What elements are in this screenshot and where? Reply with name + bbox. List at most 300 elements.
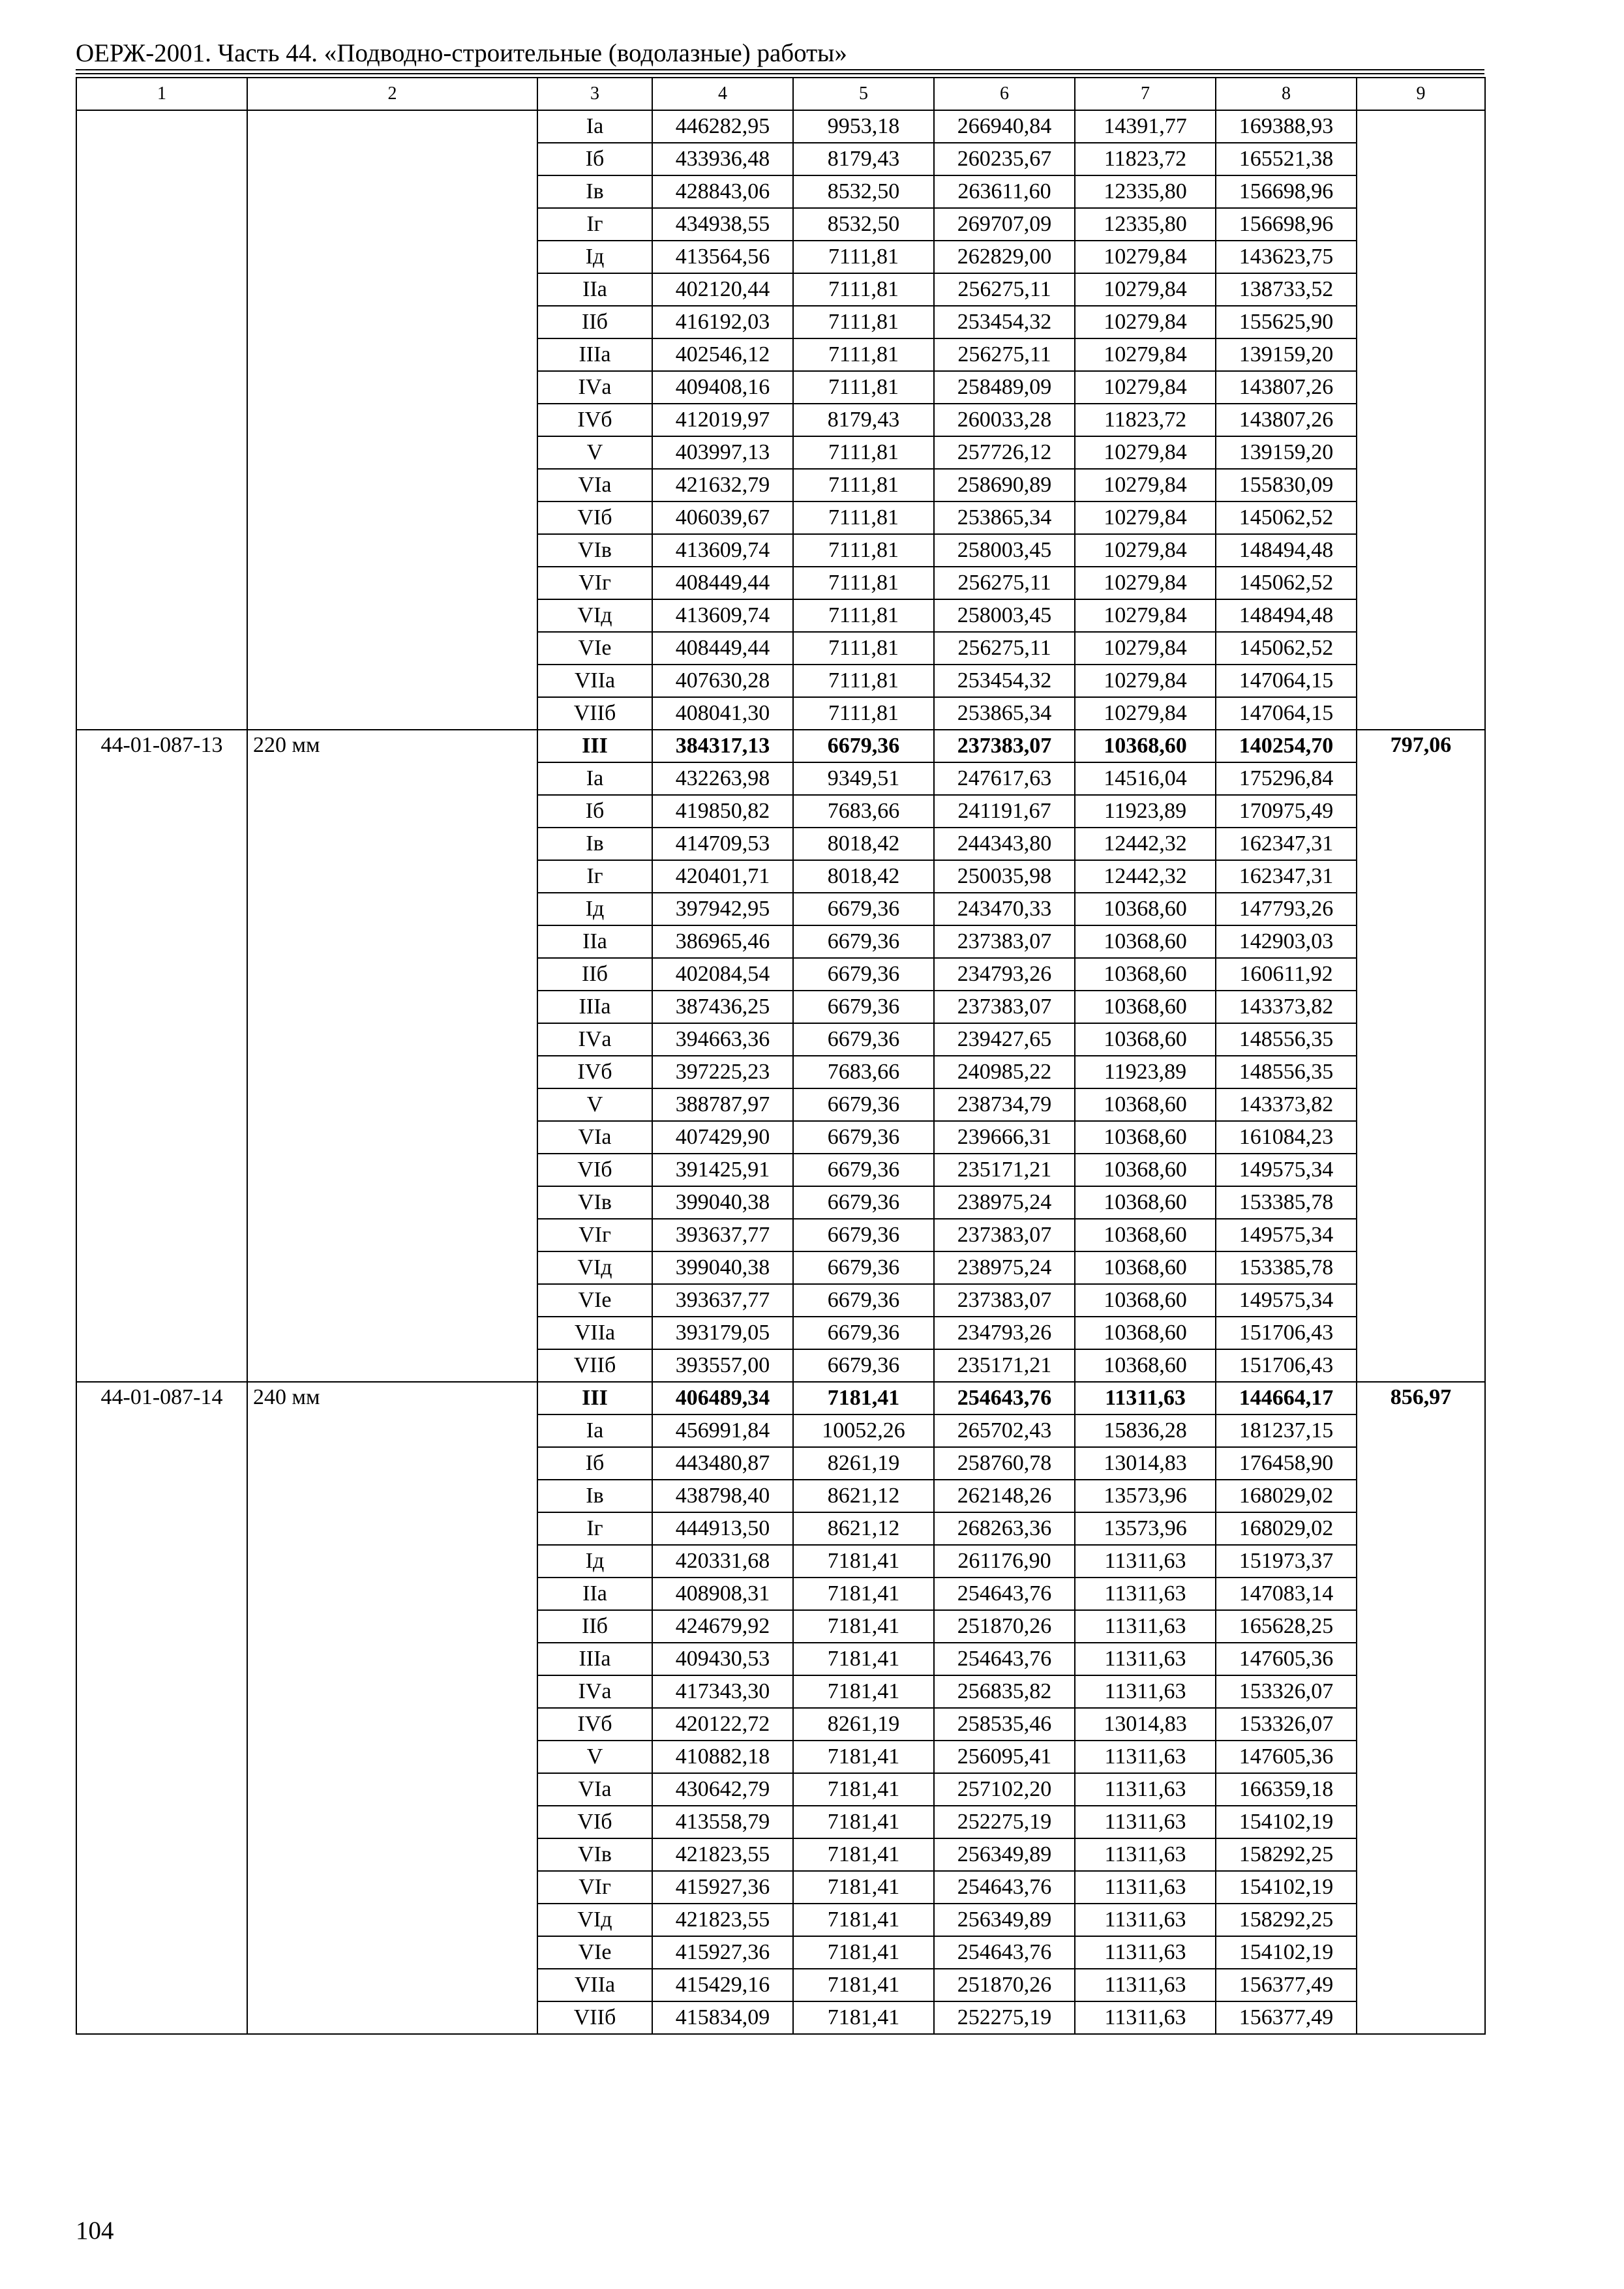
zone-cell: IIб (537, 958, 652, 991)
value-cell: 446282,95 (652, 110, 793, 143)
page-number: 104 (76, 2217, 114, 2245)
value-cell: 151706,43 (1216, 1349, 1357, 1382)
value-cell: 253454,32 (934, 665, 1075, 697)
value-cell: 252275,19 (934, 1806, 1075, 1838)
column-number: 1 (76, 78, 247, 110)
value-cell: 149575,34 (1216, 1284, 1357, 1317)
value-cell: 7181,41 (793, 1545, 934, 1578)
value-cell: 138733,52 (1216, 273, 1357, 306)
value-cell: 6679,36 (793, 958, 934, 991)
value-cell: 13573,96 (1075, 1480, 1216, 1512)
value-cell: 168029,02 (1216, 1480, 1357, 1512)
value-cell: 12335,80 (1075, 208, 1216, 241)
value-cell: 10368,60 (1075, 1023, 1216, 1056)
value-cell: 394663,36 (652, 1023, 793, 1056)
value-cell: 256275,11 (934, 567, 1075, 599)
value-cell: 143807,26 (1216, 404, 1357, 436)
zone-cell: VIв (537, 1838, 652, 1871)
value-cell: 257102,20 (934, 1773, 1075, 1806)
value-cell: 433936,48 (652, 143, 793, 175)
diameter-cell: 240 мм (247, 1382, 537, 2034)
value-cell: 11311,63 (1075, 2001, 1216, 2034)
value-cell: 9349,51 (793, 762, 934, 795)
value-cell: 10368,60 (1075, 1317, 1216, 1349)
value-cell: 250035,98 (934, 860, 1075, 893)
value-cell: 384317,13 (652, 730, 793, 762)
zone-cell: Iб (537, 1447, 652, 1480)
value-cell: 145062,52 (1216, 632, 1357, 665)
col9-cell (1357, 110, 1485, 730)
value-cell: 10368,60 (1075, 1186, 1216, 1219)
value-cell: 237383,07 (934, 991, 1075, 1023)
value-cell: 406039,67 (652, 501, 793, 534)
value-cell: 420122,72 (652, 1708, 793, 1741)
value-cell: 397225,23 (652, 1056, 793, 1088)
value-cell: 260033,28 (934, 404, 1075, 436)
zone-cell: VIб (537, 501, 652, 534)
value-cell: 147605,36 (1216, 1643, 1357, 1675)
value-cell: 11311,63 (1075, 1545, 1216, 1578)
value-cell: 10279,84 (1075, 371, 1216, 404)
value-cell: 10279,84 (1075, 469, 1216, 501)
value-cell: 12442,32 (1075, 828, 1216, 860)
value-cell: 256275,11 (934, 273, 1075, 306)
value-cell: 393637,77 (652, 1219, 793, 1251)
value-cell: 251870,26 (934, 1969, 1075, 2001)
column-number: 4 (652, 78, 793, 110)
value-cell: 6679,36 (793, 1251, 934, 1284)
value-cell: 8018,42 (793, 828, 934, 860)
value-cell: 148556,35 (1216, 1056, 1357, 1088)
value-cell: 7181,41 (793, 1806, 934, 1838)
zone-cell: VIа (537, 469, 652, 501)
zone-cell: VIIб (537, 697, 652, 730)
value-cell: 161084,23 (1216, 1121, 1357, 1154)
value-cell: 162347,31 (1216, 860, 1357, 893)
value-cell: 443480,87 (652, 1447, 793, 1480)
zone-cell: IIIа (537, 1643, 652, 1675)
value-cell: 8261,19 (793, 1447, 934, 1480)
zone-cell: VIд (537, 599, 652, 632)
value-cell: 168029,02 (1216, 1512, 1357, 1545)
value-cell: 154102,19 (1216, 1936, 1357, 1969)
value-cell: 399040,38 (652, 1186, 793, 1219)
zone-cell: Iв (537, 1480, 652, 1512)
value-cell: 13014,83 (1075, 1447, 1216, 1480)
zone-cell: IVа (537, 371, 652, 404)
column-number-row (76, 78, 1485, 110)
zone-cell: VIб (537, 1154, 652, 1186)
value-cell: 13014,83 (1075, 1708, 1216, 1741)
value-cell: 424679,92 (652, 1610, 793, 1643)
value-cell: 407630,28 (652, 665, 793, 697)
value-cell: 415927,36 (652, 1871, 793, 1904)
col9-cell: 856,97 (1357, 1382, 1485, 2034)
value-cell: 417343,30 (652, 1675, 793, 1708)
zone-cell: VIIб (537, 1349, 652, 1382)
value-cell: 8621,12 (793, 1480, 934, 1512)
rate-code-cell: 44-01-087-13 (76, 730, 247, 1382)
value-cell: 147605,36 (1216, 1741, 1357, 1773)
value-cell: 10279,84 (1075, 599, 1216, 632)
value-cell: 410882,18 (652, 1741, 793, 1773)
value-cell: 428843,06 (652, 175, 793, 208)
zone-cell: Iд (537, 241, 652, 273)
value-cell: 156698,96 (1216, 175, 1357, 208)
value-cell: 6679,36 (793, 1121, 934, 1154)
zone-cell: VIе (537, 632, 652, 665)
page-header-title: ОЕРЖ-2001. Часть 44. «Подводно-строительные (водолазные) работы» (76, 39, 847, 67)
value-cell: 263611,60 (934, 175, 1075, 208)
value-cell: 413609,74 (652, 599, 793, 632)
value-cell: 10279,84 (1075, 632, 1216, 665)
value-cell: 154102,19 (1216, 1871, 1357, 1904)
value-cell: 8179,43 (793, 143, 934, 175)
zone-cell: VIIб (537, 2001, 652, 2034)
table-row (76, 110, 1485, 143)
zone-cell: Iг (537, 860, 652, 893)
zone-cell: III (537, 730, 652, 762)
value-cell: 414709,53 (652, 828, 793, 860)
value-cell: 238975,24 (934, 1251, 1075, 1284)
value-cell: 238975,24 (934, 1186, 1075, 1219)
zone-cell: Iв (537, 828, 652, 860)
value-cell: 15836,28 (1075, 1414, 1216, 1447)
value-cell: 154102,19 (1216, 1806, 1357, 1838)
value-cell: 8532,50 (793, 175, 934, 208)
column-number: 6 (934, 78, 1075, 110)
value-cell: 421823,55 (652, 1838, 793, 1871)
value-cell: 415834,09 (652, 2001, 793, 2034)
value-cell: 155830,09 (1216, 469, 1357, 501)
zone-cell: IIб (537, 1610, 652, 1643)
value-cell: 145062,52 (1216, 567, 1357, 599)
value-cell: 7111,81 (793, 501, 934, 534)
column-number: 8 (1216, 78, 1357, 110)
value-cell: 430642,79 (652, 1773, 793, 1806)
value-cell: 7683,66 (793, 795, 934, 828)
zone-cell: IVб (537, 1056, 652, 1088)
zone-cell: VIв (537, 534, 652, 567)
value-cell: 165521,38 (1216, 143, 1357, 175)
zone-cell: Iг (537, 1512, 652, 1545)
zone-cell: V (537, 436, 652, 469)
value-cell: 258690,89 (934, 469, 1075, 501)
value-cell: 7111,81 (793, 436, 934, 469)
value-cell: 403997,13 (652, 436, 793, 469)
value-cell: 6679,36 (793, 1219, 934, 1251)
value-cell: 409430,53 (652, 1643, 793, 1675)
value-cell: 10368,60 (1075, 925, 1216, 958)
column-number: 2 (247, 78, 537, 110)
zone-cell: Iа (537, 762, 652, 795)
value-cell: 11823,72 (1075, 404, 1216, 436)
zone-cell: VIд (537, 1251, 652, 1284)
zone-cell: Iб (537, 795, 652, 828)
value-cell: 7111,81 (793, 273, 934, 306)
value-cell: 11311,63 (1075, 1773, 1216, 1806)
value-cell: 256349,89 (934, 1904, 1075, 1936)
zone-cell: Iг (537, 208, 652, 241)
value-cell: 11311,63 (1075, 1643, 1216, 1675)
value-cell: 399040,38 (652, 1251, 793, 1284)
value-cell: 407429,90 (652, 1121, 793, 1154)
zone-cell: VIд (537, 1904, 652, 1936)
value-cell: 421632,79 (652, 469, 793, 501)
value-cell: 247617,63 (934, 762, 1075, 795)
value-cell: 268263,36 (934, 1512, 1075, 1545)
value-cell: 254643,76 (934, 1643, 1075, 1675)
value-cell: 408908,31 (652, 1578, 793, 1610)
value-cell: 7111,81 (793, 599, 934, 632)
value-cell: 237383,07 (934, 1284, 1075, 1317)
column-number: 5 (793, 78, 934, 110)
value-cell: 6679,36 (793, 1023, 934, 1056)
value-cell: 386965,46 (652, 925, 793, 958)
value-cell: 419850,82 (652, 795, 793, 828)
value-cell: 7683,66 (793, 1056, 934, 1088)
value-cell: 261176,90 (934, 1545, 1075, 1578)
rates-table (76, 77, 1486, 2035)
value-cell: 7181,41 (793, 1969, 934, 2001)
col9-cell: 797,06 (1357, 730, 1485, 1382)
value-cell: 160611,92 (1216, 958, 1357, 991)
value-cell: 456991,84 (652, 1414, 793, 1447)
zone-cell: IIа (537, 273, 652, 306)
value-cell: 149575,34 (1216, 1219, 1357, 1251)
value-cell: 7111,81 (793, 665, 934, 697)
value-cell: 10368,60 (1075, 1154, 1216, 1186)
value-cell: 402084,54 (652, 958, 793, 991)
value-cell: 12335,80 (1075, 175, 1216, 208)
value-cell: 244343,80 (934, 828, 1075, 860)
value-cell: 148494,48 (1216, 534, 1357, 567)
zone-cell: IIIа (537, 338, 652, 371)
table-row (76, 730, 1485, 762)
value-cell: 11311,63 (1075, 1578, 1216, 1610)
zone-cell: IVа (537, 1023, 652, 1056)
value-cell: 258489,09 (934, 371, 1075, 404)
value-cell: 165628,25 (1216, 1610, 1357, 1643)
value-cell: 9953,18 (793, 110, 934, 143)
zone-cell: IIб (537, 306, 652, 338)
value-cell: 11311,63 (1075, 1904, 1216, 1936)
value-cell: 11311,63 (1075, 1806, 1216, 1838)
diameter-cell (247, 110, 537, 730)
value-cell: 393557,00 (652, 1349, 793, 1382)
value-cell: 153385,78 (1216, 1251, 1357, 1284)
value-cell: 139159,20 (1216, 338, 1357, 371)
value-cell: 175296,84 (1216, 762, 1357, 795)
value-cell: 10368,60 (1075, 1219, 1216, 1251)
zone-cell: V (537, 1741, 652, 1773)
value-cell: 413558,79 (652, 1806, 793, 1838)
value-cell: 11311,63 (1075, 1871, 1216, 1904)
value-cell: 408041,30 (652, 697, 793, 730)
value-cell: 7111,81 (793, 567, 934, 599)
value-cell: 235171,21 (934, 1154, 1075, 1186)
value-cell: 8532,50 (793, 208, 934, 241)
value-cell: 158292,25 (1216, 1904, 1357, 1936)
value-cell: 6679,36 (793, 730, 934, 762)
value-cell: 147083,14 (1216, 1578, 1357, 1610)
zone-cell: IIа (537, 925, 652, 958)
zone-cell: VIг (537, 567, 652, 599)
value-cell: 142903,03 (1216, 925, 1357, 958)
value-cell: 10368,60 (1075, 1349, 1216, 1382)
value-cell: 10052,26 (793, 1414, 934, 1447)
value-cell: 10368,60 (1075, 893, 1216, 925)
value-cell: 253865,34 (934, 697, 1075, 730)
zone-cell: IIIа (537, 991, 652, 1023)
value-cell: 388787,97 (652, 1088, 793, 1121)
value-cell: 11311,63 (1075, 1936, 1216, 1969)
header-rule-lower (76, 73, 1484, 74)
value-cell: 11823,72 (1075, 143, 1216, 175)
value-cell: 254643,76 (934, 1578, 1075, 1610)
value-cell: 143623,75 (1216, 241, 1357, 273)
value-cell: 444913,50 (652, 1512, 793, 1545)
zone-cell: VIа (537, 1121, 652, 1154)
value-cell: 153326,07 (1216, 1708, 1357, 1741)
value-cell: 7111,81 (793, 697, 934, 730)
value-cell: 269707,09 (934, 208, 1075, 241)
value-cell: 11923,89 (1075, 1056, 1216, 1088)
column-number: 3 (537, 78, 652, 110)
rates-table-body (76, 78, 1485, 2034)
value-cell: 240985,22 (934, 1056, 1075, 1088)
value-cell: 393179,05 (652, 1317, 793, 1349)
value-cell: 10279,84 (1075, 436, 1216, 469)
value-cell: 10279,84 (1075, 665, 1216, 697)
value-cell: 254643,76 (934, 1382, 1075, 1414)
value-cell: 143373,82 (1216, 1088, 1357, 1121)
value-cell: 234793,26 (934, 1317, 1075, 1349)
value-cell: 14516,04 (1075, 762, 1216, 795)
value-cell: 162347,31 (1216, 828, 1357, 860)
zone-cell: VIIа (537, 665, 652, 697)
zone-cell: Iб (537, 143, 652, 175)
value-cell: 6679,36 (793, 1088, 934, 1121)
value-cell: 7111,81 (793, 338, 934, 371)
value-cell: 6679,36 (793, 893, 934, 925)
value-cell: 8179,43 (793, 404, 934, 436)
zone-cell: VIа (537, 1773, 652, 1806)
value-cell: 7181,41 (793, 1838, 934, 1871)
value-cell: 408449,44 (652, 632, 793, 665)
value-cell: 262148,26 (934, 1480, 1075, 1512)
value-cell: 253865,34 (934, 501, 1075, 534)
value-cell: 408449,44 (652, 567, 793, 599)
value-cell: 11311,63 (1075, 1969, 1216, 2001)
value-cell: 266940,84 (934, 110, 1075, 143)
zone-cell: VIб (537, 1806, 652, 1838)
zone-cell: Iа (537, 110, 652, 143)
value-cell: 253454,32 (934, 306, 1075, 338)
value-cell: 10279,84 (1075, 273, 1216, 306)
value-cell: 139159,20 (1216, 436, 1357, 469)
value-cell: 254643,76 (934, 1871, 1075, 1904)
value-cell: 7111,81 (793, 371, 934, 404)
zone-cell: VIг (537, 1871, 652, 1904)
value-cell: 158292,25 (1216, 1838, 1357, 1871)
value-cell: 254643,76 (934, 1936, 1075, 1969)
value-cell: 258003,45 (934, 534, 1075, 567)
value-cell: 241191,67 (934, 795, 1075, 828)
value-cell: 420331,68 (652, 1545, 793, 1578)
header-rule-upper (76, 69, 1484, 70)
value-cell: 7181,41 (793, 1741, 934, 1773)
value-cell: 11311,63 (1075, 1741, 1216, 1773)
value-cell: 6679,36 (793, 1349, 934, 1382)
value-cell: 10279,84 (1075, 534, 1216, 567)
zone-cell: IVб (537, 1708, 652, 1741)
value-cell: 169388,93 (1216, 110, 1357, 143)
value-cell: 393637,77 (652, 1284, 793, 1317)
value-cell: 181237,15 (1216, 1414, 1357, 1447)
value-cell: 434938,55 (652, 208, 793, 241)
value-cell: 10279,84 (1075, 567, 1216, 599)
value-cell: 237383,07 (934, 1219, 1075, 1251)
zone-cell: VIв (537, 1186, 652, 1219)
value-cell: 7181,41 (793, 1643, 934, 1675)
value-cell: 6679,36 (793, 1284, 934, 1317)
value-cell: 8621,12 (793, 1512, 934, 1545)
value-cell: 239666,31 (934, 1121, 1075, 1154)
value-cell: 6679,36 (793, 1154, 934, 1186)
value-cell: 6679,36 (793, 1186, 934, 1219)
value-cell: 416192,03 (652, 306, 793, 338)
value-cell: 256349,89 (934, 1838, 1075, 1871)
value-cell: 258003,45 (934, 599, 1075, 632)
value-cell: 176458,90 (1216, 1447, 1357, 1480)
zone-cell: VIе (537, 1284, 652, 1317)
value-cell: 12442,32 (1075, 860, 1216, 893)
value-cell: 256835,82 (934, 1675, 1075, 1708)
value-cell: 7181,41 (793, 1675, 934, 1708)
value-cell: 260235,67 (934, 143, 1075, 175)
value-cell: 166359,18 (1216, 1773, 1357, 1806)
value-cell: 438798,40 (652, 1480, 793, 1512)
value-cell: 258760,78 (934, 1447, 1075, 1480)
value-cell: 391425,91 (652, 1154, 793, 1186)
value-cell: 10279,84 (1075, 501, 1216, 534)
value-cell: 10279,84 (1075, 241, 1216, 273)
value-cell: 10368,60 (1075, 730, 1216, 762)
zone-cell: IVб (537, 404, 652, 436)
value-cell: 387436,25 (652, 991, 793, 1023)
value-cell: 6679,36 (793, 1317, 934, 1349)
value-cell: 151973,37 (1216, 1545, 1357, 1578)
value-cell: 256095,41 (934, 1741, 1075, 1773)
value-cell: 7181,41 (793, 1610, 934, 1643)
value-cell: 153385,78 (1216, 1186, 1357, 1219)
zone-cell: V (537, 1088, 652, 1121)
value-cell: 7111,81 (793, 469, 934, 501)
zone-cell: III (537, 1382, 652, 1414)
value-cell: 7111,81 (793, 241, 934, 273)
value-cell: 7181,41 (793, 1382, 934, 1414)
value-cell: 237383,07 (934, 730, 1075, 762)
value-cell: 148556,35 (1216, 1023, 1357, 1056)
zone-cell: IIа (537, 1578, 652, 1610)
value-cell: 14391,77 (1075, 110, 1216, 143)
value-cell: 11311,63 (1075, 1838, 1216, 1871)
diameter-cell: 220 мм (247, 730, 537, 1382)
value-cell: 8018,42 (793, 860, 934, 893)
value-cell: 140254,70 (1216, 730, 1357, 762)
value-cell: 10279,84 (1075, 338, 1216, 371)
